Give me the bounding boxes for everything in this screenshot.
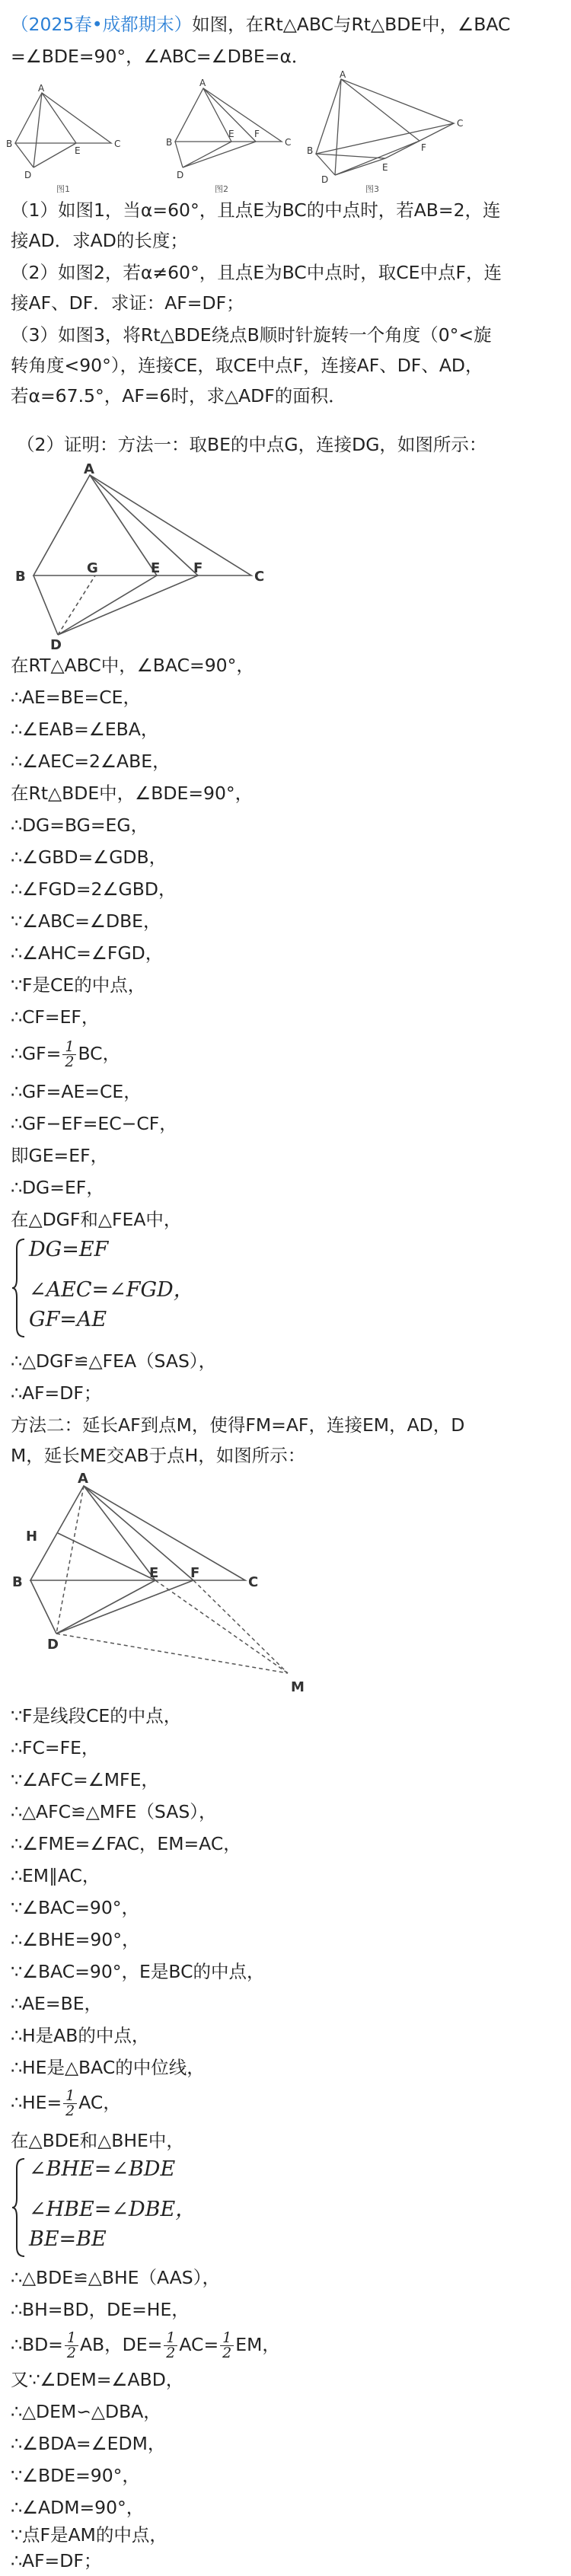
m2d-line-3: ∵∠BDE=90°， [11,2465,140,2486]
m2-line-3: ∴△AFC≌△MFE（SAS）， [11,1801,217,1822]
q1-line-2: 接AD．求AD的长度； [11,230,188,251]
fig2-label-C: C [285,137,292,148]
system2-row-2: BE=BE [29,2227,107,2251]
m2-line-8: ∵∠BAC=90°，E是BC的中点， [11,1961,265,1982]
source-tag: （2025春•成都期末） [11,14,193,35]
fig3-label-C: C [457,118,464,129]
m2-line-6: ∵∠BAC=90°， [11,1897,140,1918]
problem-line-1: （2025春•成都期末）如图，在Rt△ABC与Rt△BDE中，∠BAC [11,14,511,35]
m2-line-1: ∴FC=FE， [11,1737,100,1758]
m2-intro-2: M，延长ME交AB于点H，如图所示： [11,1445,306,1466]
brace-icon [11,1236,27,1340]
fig1-label-D: D [24,170,32,180]
figG-label-D: D [50,637,62,653]
equation-system-1 [11,1236,315,1340]
fig3-label-D: D [321,174,329,185]
m1-line-1: ∴AE=BE=CE， [11,687,141,708]
m1-line-3: ∴∠AEC=2∠ABE， [11,751,171,772]
fig2-label-F: F [254,129,260,139]
figM-label-H: H [26,1529,38,1545]
m1-line-4: 在Rt△BDE中，∠BDE=90°， [11,783,254,804]
solution-intro: （2）证明：方法一：取BE的中点G，连接DG，如图所示： [17,434,487,455]
system1-row-1: ∠AEC=∠FGD， [29,1278,194,1302]
fraction-half: $\frac{1}{2}$ [63,2089,77,2119]
m1-line-11: ∴CF=EF， [11,1006,100,1028]
fig3-label-F: F [421,142,426,153]
m2c-line-1: ∴BH=BD，DE=HE， [11,2299,190,2320]
m1-line-2: ∴∠EAB=∠EBA， [11,719,159,740]
m2b-line-0: 在△BDE和△BHE中， [11,2130,184,2151]
fig2-label-E: E [228,129,234,139]
m2-he-line: ∴HE= $\frac{1}{2}$ AC， [11,2087,121,2119]
figG-label-B: B [15,569,26,585]
figM-label-F: F [190,1565,200,1581]
m1b-line-1: ∴GF−EF=EC−CF， [11,1113,177,1134]
m2d-line-1: ∴△DEM∽△DBA， [11,2401,161,2422]
m1b-line-0: ∴GF=AE=CE， [11,1081,142,1102]
q3-line-3: 若α=67.5°，AF=6时，求△ADF的面积． [11,385,346,406]
m1-line-10: ∵F是CE的中点， [11,974,146,996]
brace-icon [11,2156,27,2259]
m2d-line-0: 又∵∠DEM=∠ABD， [11,2369,184,2390]
q2-line-2: 接AF、DF．求证：AF=DF； [11,292,244,314]
m1-line-6: ∴∠GBD=∠GDB， [11,846,167,868]
m2-line-9: ∴AE=BE， [11,1993,103,2014]
m1-gf-line: ∴GF= $\frac{1}{2}$ BC， [11,1038,121,1070]
figM-label-E: E [149,1565,159,1581]
m2-line-11: ∴HE是△BAC的中位线， [11,2057,205,2078]
fig1-label-A: A [38,83,45,94]
m2-line-2: ∵∠AFC=∠MFE， [11,1769,159,1790]
figG-label-A: A [84,463,94,477]
problem-line-2: =∠BDE=90°，∠ABC=∠DBE=α． [11,46,310,67]
m1b-line-3: ∴DG=EF， [11,1177,104,1198]
m2-intro-1: 方法二：延长AF到点M，使得FM=AF，连接EM，AD，D [11,1414,465,1436]
solution-figure-1 [0,463,274,653]
fraction-half: $\frac{1}{2}$ [164,2331,177,2361]
system1-row-0: DG=EF [29,1238,109,1261]
q3-line-1: （3）如图3，将Rt△BDE绕点B顺时针旋转一个角度（0°<旋 [11,324,492,346]
m2-line-4: ∴∠FME=∠FAC，EM=AC， [11,1833,241,1854]
fig3-label-A: A [340,70,346,80]
q3-line-2: 转角度<90°），连接CE，取CE中点F，连接AF、DF、AD， [11,355,483,376]
system1-row-2: GF=AE [29,1308,107,1331]
problem-figures [0,70,571,199]
m1-line-5: ∴DG=BG=EG， [11,815,149,836]
solution-figure-2 [0,1472,335,1701]
m2d-line-2: ∴∠BDA=∠EDM， [11,2433,166,2454]
q1-line-1: （1）如图1，当α=60°，且点E为BC的中点时，若AB=2，连 [11,199,501,221]
m1-line-0: 在RT△ABC中，∠BAC=90°， [11,655,254,676]
m1b-line-4: 在△DGF和△FEA中， [11,1209,182,1230]
fig1-label-E: E [75,145,81,156]
figM-label-D: D [47,1637,59,1653]
fraction-half: $\frac{1}{2}$ [220,2331,234,2361]
m2d-line-4: ∴∠ADM=90°， [11,2497,145,2518]
m1-line-8: ∵∠ABC=∠DBE， [11,910,161,932]
system2-row-0: ∠BHE=∠BDE [29,2157,176,2181]
fig2-label-B: B [166,137,173,148]
equation-system-2 [11,2156,315,2259]
m1-line-9: ∴∠AHC=∠FGD， [11,942,164,964]
figM-label-A: A [78,1472,88,1487]
figM-label-M: M [291,1679,305,1695]
m1-line-7: ∴∠FGD=2∠GBD， [11,878,177,900]
m1b-line-2: 即GE=EF， [11,1145,109,1166]
fraction-half: $\frac{1}{2}$ [62,1040,76,1070]
fig2-label-A: A [199,78,206,88]
m2d-line-5: ∵点F是AM的中点， [11,2524,167,2546]
fig2-label-D: D [177,170,184,180]
m2d-line-6: ∴AF=DF； [11,2550,102,2571]
figM-label-C: C [248,1574,259,1590]
m2c-line-0: ∴△BDE≌△BHE（AAS）， [11,2267,220,2288]
figM-label-B: B [12,1574,23,1590]
m2-line-7: ∴∠BHE=90°， [11,1929,140,1950]
fig3-label-B: B [307,145,314,156]
m2-line-0: ∵F是线段CE的中点， [11,1705,182,1726]
figG-label-E: E [151,560,161,576]
figure-caption-1: 图1 [56,184,70,194]
q2-line-1: （2）如图2，若α≠60°，且点E为BC中点时，取CE中点F，连 [11,262,502,283]
figG-label-F: F [193,560,203,576]
figure-caption-3: 图3 [365,184,379,194]
figure-caption-2: 图2 [215,184,228,194]
fraction-half: $\frac{1}{2}$ [65,2331,78,2361]
m2-line-5: ∴EM∥AC， [11,1865,100,1886]
m2-bd-line: ∴BD= $\frac{1}{2}$ AB，DE= $\frac{1}{2}$ AC= $\frac{1}{2}$ EM， [11,2329,280,2361]
m1c-line-0: ∴△DGF≌△FEA（SAS）， [11,1350,217,1372]
system2-row-1: ∠HBE=∠DBE， [29,2198,196,2221]
m2-line-10: ∴H是AB的中点， [11,2025,150,2046]
fig1-label-C: C [114,139,121,149]
figG-label-G: G [87,560,98,576]
figG-label-C: C [254,569,265,585]
fig3-label-E: E [382,162,388,173]
fig1-label-B: B [6,139,13,149]
m1c-line-1: ∴AF=DF； [11,1382,102,1404]
